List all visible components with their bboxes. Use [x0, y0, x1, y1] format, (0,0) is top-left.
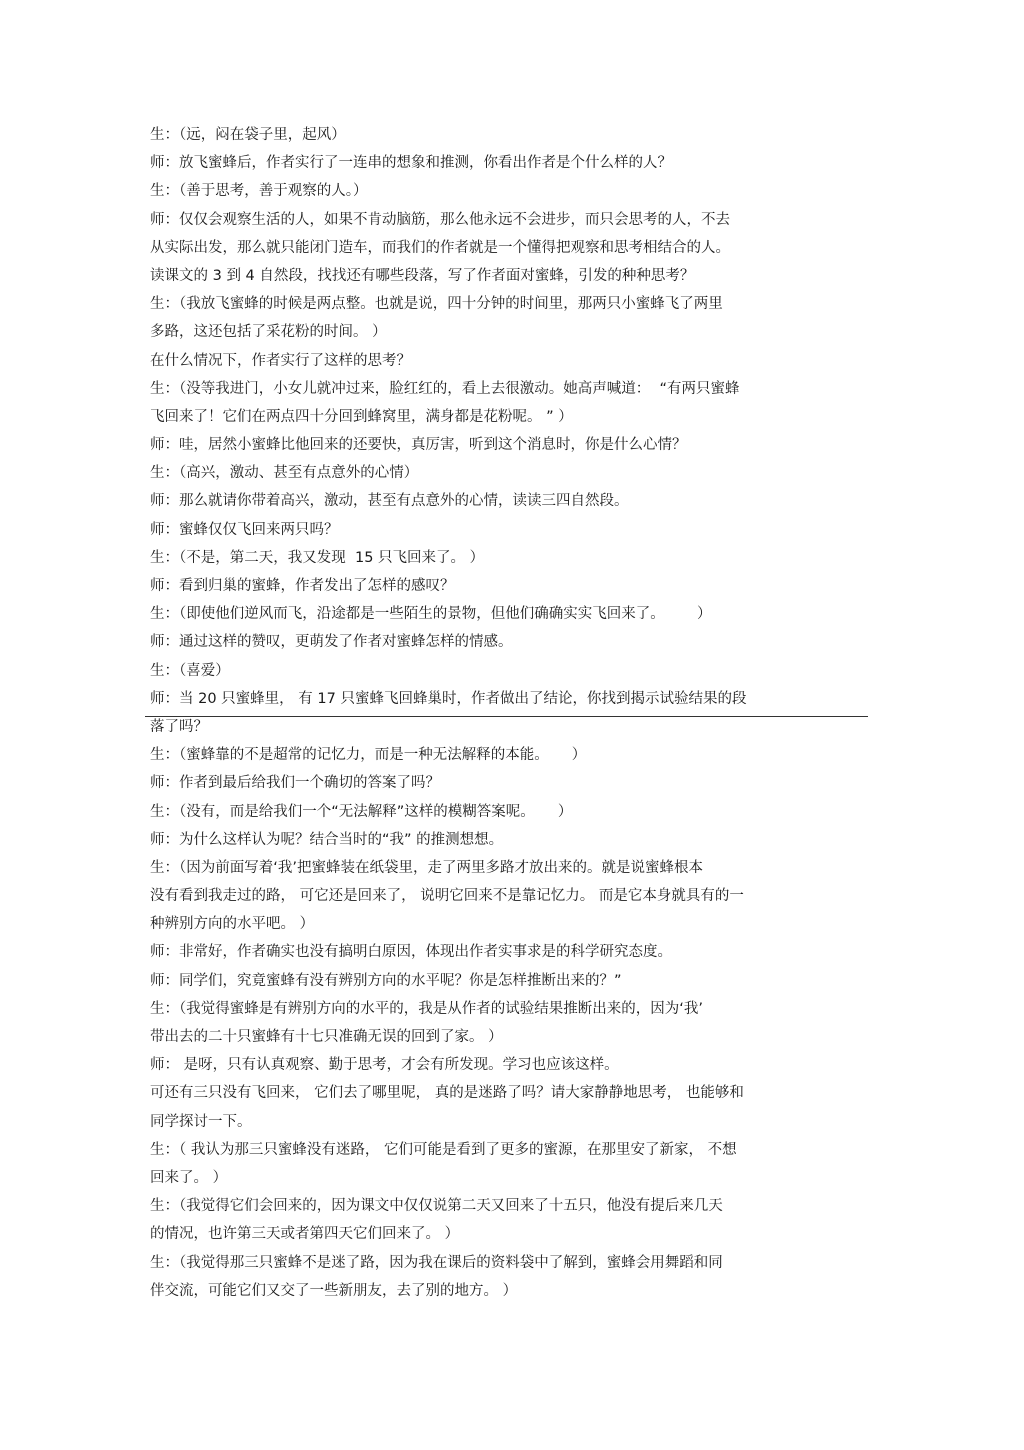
text-line: 生：（我觉得蜜蜂是有辨别方向的水平的，我是从作者的试验结果推断出来的，因为‘我’: [150, 1000, 703, 1017]
text-line: 生：（喜爱）: [150, 662, 230, 679]
text-line: 带出去的二十只蜜蜂有十七只准确无误的回到了家。 ）: [150, 1029, 503, 1045]
text-line: 生：（不是，第二天，我又发现 15 只飞回来了。 ）: [150, 549, 485, 566]
text-line: 师：那么就请你带着高兴，激动，甚至有点意外的心情，读读三四自然段。: [150, 493, 629, 510]
text-line: 在什么情况下，作者实行了这样的思考？: [150, 352, 411, 369]
text-line: 师：放飞蜜蜂后，作者实行了一连串的想象和推测，你看出作者是个什么样的人？: [150, 155, 672, 172]
horizontal-rule: [145, 716, 868, 717]
text-line: 生：（没有，而是给我们一个“无法解释”这样的模糊答案呢。 ）: [150, 803, 573, 820]
text-line: 同学探讨一下。: [150, 1113, 252, 1130]
text-line: 的情况，也许第三天或者第四天它们回来了。 ）: [150, 1226, 460, 1243]
text-line: 生：（ 我认为那三只蜜蜂没有迷路， 它们可能是看到了更多的蜜源，在那里安了新家， 不想: [150, 1141, 737, 1158]
text-line: 多路，这还包括了采花粉的时间。 ）: [150, 324, 387, 341]
text-line: 生：（蜜蜂靠的不是超常的记忆力，而是一种无法解释的本能。 ）: [150, 747, 587, 764]
text-line: 从实际出发，那么就只能闭门造车，而我们的作者就是一个懂得把观察和思考相结合的人。: [150, 239, 730, 256]
text-line: 伴交流，可能它们又交了一些新朋友，去了别的地方。 ）: [150, 1282, 518, 1299]
text-line: 没有看到我走过的路， 可它还是回来了， 说明它回来不是靠记忆力。 而是它本身就具有的一: [150, 888, 744, 905]
text-line: 生：（我觉得那三只蜜蜂不是迷了路，因为我在课后的资料袋中了解到，蜜蜂会用舞蹈和同: [150, 1254, 723, 1271]
text-line: 生：（因为前面写着‘我’把蜜蜂装在纸袋里，走了两里多路才放出来的。就是说蜜蜂根本: [150, 859, 703, 876]
text-line: 师：同学们，究竟蜜蜂有没有辨别方向的水平呢？你是怎样推断出来的？”: [150, 972, 622, 989]
text-line: 生：（没等我进门，小女儿就冲过来，脸红红的，看上去很激动。她高声喊道： “有两只蜜蜂: [150, 380, 740, 397]
text-line: 师：仅仅会观察生活的人，如果不肯动脑筋，那么他永远不会进步，而只会思考的人，不去: [150, 211, 730, 228]
text-line: 生：（我觉得它们会回来的，因为课文中仅仅说第二天又回来了十五只，他没有提后来几天: [150, 1198, 723, 1215]
text-line: 生：（高兴，激动、甚至有点意外的心情）: [150, 465, 419, 482]
text-line: 生：（远，闷在袋子里，起风）: [150, 127, 346, 143]
text-line: 回来了。 ）: [150, 1169, 228, 1186]
text-line: 师：作者到最后给我们一个确切的答案了吗？: [150, 775, 440, 792]
text-line: 落了吗？: [150, 718, 208, 735]
dialogue-text-block: [150, 121, 850, 1305]
text-line: 可还有三只没有飞回来， 它们去了哪里呢， 真的是迷路了吗？请大家静静地思考， 也能够和: [150, 1085, 744, 1102]
text-line: 师：蜜蜂仅仅飞回来两只吗？: [150, 521, 339, 538]
text-line: 种辨别方向的水平吧。 ）: [150, 916, 315, 933]
text-line: 生：（我放飞蜜蜂的时候是两点整。也就是说，四十分钟的时间里，那两只小蜜蜂飞了两里: [150, 296, 723, 313]
text-line: 读课文的 3 到 4 自然段，找找还有哪些段落，写了作者面对蜜蜂，引发的种种思考？: [150, 267, 695, 284]
text-line: 生：（即使他们逆风而飞，沿途都是一些陌生的景物，但他们确确实实飞回来了。 ）: [150, 606, 712, 623]
text-line: 师：通过这样的赞叹，更萌发了作者对蜜蜂怎样的情感。: [150, 634, 513, 651]
text-line: 师：为什么这样认为呢？结合当时的“我” 的推测想想。: [150, 831, 504, 848]
text-line: 师：非常好，作者确实也没有搞明白原因，体现出作者实事求是的科学研究态度。: [150, 944, 672, 961]
text-line: 师：哇，居然小蜜蜂比他回来的还要快，真厉害，听到这个消息时，你是什么心情？: [150, 437, 687, 454]
text-line: 师： 是呀，只有认真观察、勤于思考，才会有所发现。学习也应该这样。: [150, 1057, 619, 1074]
text-line: 飞回来了！它们在两点四十分回到蜂窝里，满身都是花粉呢。 ” ）: [150, 408, 573, 425]
text-line: 师：当 20 只蜜蜂里， 有 17 只蜜蜂飞回蜂巢时，作者做出了结论，你找到揭示试验结果的段: [150, 690, 747, 707]
text-line: 生：（善于思考，善于观察的人。）: [150, 183, 368, 200]
text-line: 师：看到归巢的蜜蜂，作者发出了怎样的感叹？: [150, 578, 455, 594]
